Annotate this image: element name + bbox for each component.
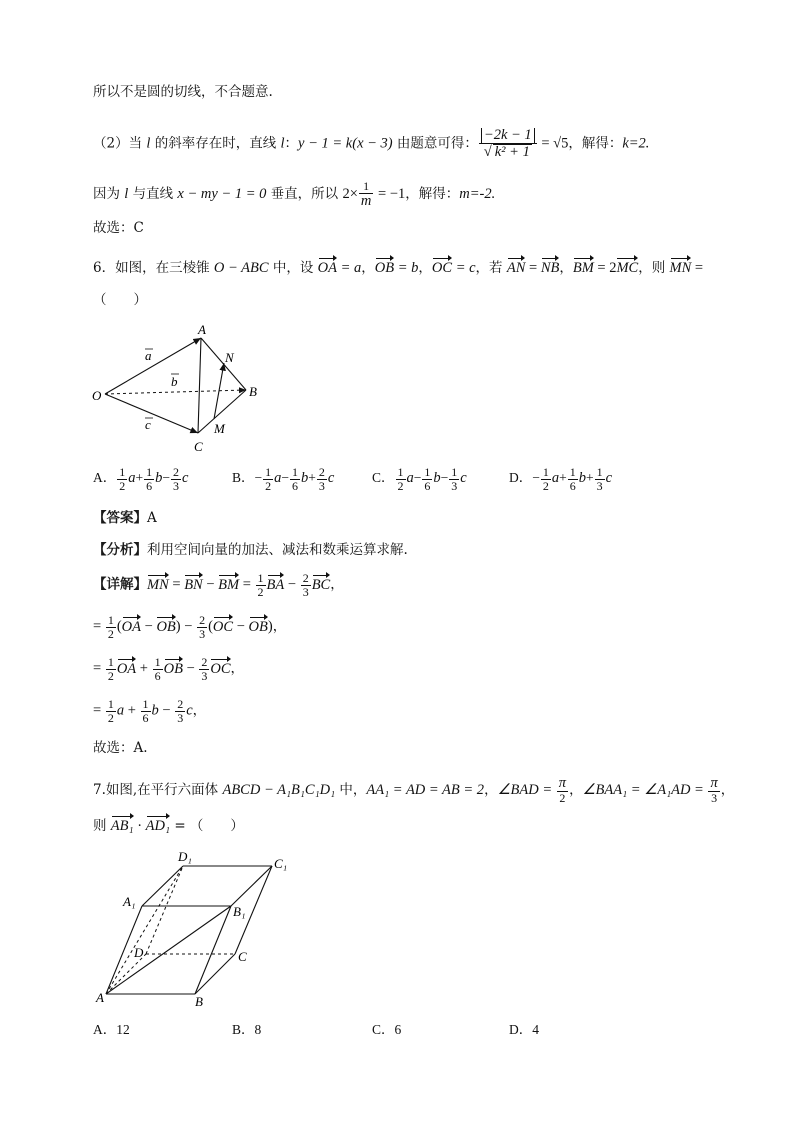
numerator: 1 [257, 571, 264, 585]
numerator: 2 [173, 465, 179, 479]
q7-option-d[interactable] [509, 1018, 539, 1038]
answer-value: A [147, 510, 157, 526]
equation: = 2 [593, 260, 617, 276]
option-label: C． [372, 470, 395, 486]
minus: − [182, 660, 199, 677]
numerator: 1 [107, 655, 114, 669]
vec-b: b [155, 470, 163, 487]
vector-ob: OB [374, 260, 395, 276]
option-label: D． [509, 470, 533, 486]
dot: · [133, 818, 146, 834]
var-l: l [146, 135, 151, 152]
q6-analysis [93, 540, 408, 560]
label-a: A [198, 322, 206, 337]
option-text: D．4 [509, 1022, 539, 1037]
denominator: 3 [451, 478, 458, 493]
vector-ob: OB [248, 618, 268, 635]
q6-paren [93, 290, 147, 310]
label-c: C [238, 949, 247, 964]
text: （2）当 [93, 135, 147, 152]
vec-b: b [578, 470, 586, 487]
q6-detail-line-2 [93, 614, 286, 640]
text-line-1 [93, 82, 273, 102]
denominator: 6 [292, 478, 299, 493]
equals: = [691, 260, 704, 276]
text: 与直线 [128, 185, 178, 202]
edge-dd1 [146, 866, 183, 954]
label-d: D [134, 945, 144, 960]
text: ，解得： [405, 185, 460, 202]
equation: AA₁ = AD = AB = 2 [366, 781, 485, 798]
edge-oc [105, 394, 198, 433]
denominator: 2 [397, 478, 404, 493]
diag-ad1 [106, 866, 183, 994]
vector-ba: BA [266, 576, 285, 593]
vector-oc: OC [210, 660, 231, 677]
minus: − [180, 618, 197, 635]
vector-ob: OB [163, 660, 183, 677]
q6-option-c[interactable] [372, 466, 467, 492]
var-l: l [124, 185, 129, 202]
sign: + [559, 470, 567, 486]
text-line-4 [93, 218, 144, 238]
vector-oa: OA [317, 260, 337, 276]
equation: = √5 [537, 135, 569, 152]
denominator: 3 [173, 478, 179, 493]
sign: − [532, 470, 540, 486]
label-b: B [195, 994, 203, 1009]
denominator: m [360, 192, 372, 209]
paren: ) [267, 618, 273, 635]
edge-ad [106, 954, 146, 994]
denominator: 2 [559, 791, 566, 806]
equation: y − 1 = k(x − 3) [298, 135, 393, 152]
vec-a: a [274, 470, 282, 487]
numerator: 1 [107, 697, 114, 711]
text: 所以不是圆的切线，不合题意. [93, 84, 273, 100]
punct: ， [272, 618, 287, 635]
angle-bad: ∠BAD = [497, 781, 556, 798]
sign: − [440, 470, 449, 486]
text-line-3 [93, 180, 495, 209]
denominator: 2 [265, 478, 272, 493]
numerator: 1 [596, 465, 603, 479]
punct: ， [569, 781, 583, 798]
q6-detail-line-4 [93, 698, 206, 724]
diag-ab1 [106, 906, 231, 994]
denominator: 6 [569, 478, 576, 493]
denominator: 6 [424, 478, 431, 493]
numerator: 1 [292, 465, 299, 479]
vector-bm: BM [572, 260, 594, 276]
option-text: C．6 [372, 1022, 402, 1037]
edge-oa [105, 338, 201, 394]
option-text: B．8 [232, 1022, 262, 1037]
number: 2× [342, 185, 358, 202]
denominator: 2 [107, 710, 114, 725]
text: 7.如图,在平行六面体 [93, 781, 223, 798]
label-a: A [96, 990, 104, 1005]
analysis-tag: 【分析】 [93, 542, 147, 558]
numerator: 2 [199, 613, 206, 627]
sign: + [586, 470, 594, 486]
numerator: 1 [154, 655, 161, 669]
denominator: 6 [146, 478, 153, 493]
label-d1: D₁ [178, 849, 192, 864]
vec-c: c [186, 702, 193, 719]
paren: ) [175, 618, 181, 635]
vector-mn: MN [147, 576, 169, 593]
vec-a: a [406, 470, 414, 487]
label-vec-b: b [171, 374, 178, 389]
punct: ， [330, 576, 344, 593]
option-label: A． [93, 470, 117, 486]
denominator: 3 [201, 668, 208, 683]
answer-blank: （ ） [93, 292, 147, 308]
numerator: 2 [201, 655, 208, 669]
minus: − [202, 576, 219, 593]
minus: − [233, 618, 249, 635]
text-line-2 [93, 128, 649, 160]
denominator: 2 [542, 478, 549, 493]
q6-detail-line-3 [93, 656, 244, 682]
vector-nb: NB [540, 260, 560, 276]
denominator: 3 [177, 710, 184, 725]
vector-oc: OC [431, 260, 453, 276]
minus: − [141, 618, 157, 635]
denominator: 3 [318, 478, 325, 493]
sign: − [281, 470, 290, 486]
solid-name: ABCD − A₁B₁C₁D₁ [222, 781, 336, 798]
option-label: B． [232, 470, 255, 486]
equals: = [239, 576, 255, 593]
sign: − [413, 470, 422, 486]
q7-option-c[interactable] [372, 1018, 401, 1038]
numerator: 1 [397, 465, 404, 479]
result: k=2. [622, 135, 650, 152]
label-vec-a: a [145, 348, 152, 363]
denominator: 2 [257, 584, 264, 599]
result: m=-2. [459, 185, 496, 202]
equation: x − my − 1 = 0 [177, 185, 267, 202]
vector-bc: BC [311, 576, 331, 593]
var-l: l [280, 135, 285, 152]
text: 6．如图，在三棱锥 [93, 260, 214, 276]
denominator: 3 [596, 478, 603, 493]
label-a1: A₁ [123, 894, 136, 909]
text: 的斜率存在时，直线 [150, 135, 281, 152]
denominator: 2 [107, 626, 114, 641]
denominator: 3 [199, 626, 206, 641]
punct: ， [230, 660, 245, 677]
vec-a: a [116, 702, 125, 719]
answer-blank: = （ ） [170, 818, 244, 834]
label-o: O [92, 388, 102, 403]
numerator: 1 [107, 613, 114, 627]
punct: ， [484, 781, 498, 798]
text: 则 [93, 818, 111, 834]
equation: = −1 [374, 185, 406, 202]
vec-a: a [128, 470, 136, 487]
numerator: 1 [142, 697, 149, 711]
label-vec-c: c [145, 417, 151, 432]
denominator: 3 [302, 584, 309, 599]
label-b: B [249, 384, 257, 399]
q7-ask [93, 816, 244, 836]
punct: ， [192, 702, 207, 719]
denominator: 2 [119, 478, 126, 493]
option-text: A．12 [93, 1022, 130, 1037]
vector-oa: OA [121, 618, 141, 635]
equals: = [168, 576, 185, 593]
denominator: 3 [711, 791, 718, 806]
denominator: 2 [107, 668, 114, 683]
numerator: 1 [451, 465, 458, 479]
text: 故选：A. [93, 740, 148, 756]
numerator: 1 [119, 465, 126, 479]
punct: ， [720, 781, 735, 798]
denominator: 6 [154, 668, 161, 683]
sign: − [254, 470, 263, 486]
q6-option-b[interactable] [232, 466, 334, 492]
edge-ac [198, 338, 201, 433]
sign: + [308, 470, 316, 486]
numerator: π [558, 775, 567, 791]
denominator: 6 [142, 710, 149, 725]
edge-bc [195, 954, 235, 994]
sign: + [135, 470, 144, 486]
equals: = [93, 618, 105, 635]
vec-b: b [151, 702, 159, 719]
equation: = b [394, 260, 419, 276]
numerator: 2 [318, 465, 325, 479]
vec-a: a [551, 470, 560, 487]
numerator: 1 [265, 465, 272, 479]
vec-c: c [182, 470, 189, 487]
vector-ad1: AD₁ [145, 818, 171, 834]
paren: ( [208, 618, 213, 635]
q6-choose [93, 738, 148, 758]
fraction: $\frac{-2k - 1}{\text{√ k² + 1}}$ [479, 128, 537, 160]
analysis-text: 利用空间向量的加法、减法和数乘运算求解. [147, 542, 408, 558]
text: ： [284, 135, 299, 152]
numerator: π [710, 775, 718, 791]
vector-ob: OB [156, 618, 176, 635]
q6-option-a[interactable] [93, 466, 188, 492]
vec-c: c [460, 470, 467, 487]
numerator: 1 [359, 180, 373, 194]
vector-bm: BM [218, 576, 240, 593]
numerator: 1 [146, 465, 153, 479]
q7-option-b[interactable] [232, 1018, 261, 1038]
detail-tag: 【详解】 [93, 576, 147, 593]
angle-baa1: ∠BAA₁ = ∠A₁AD = [582, 781, 708, 798]
minus: − [284, 576, 300, 593]
vector-oc: OC [212, 618, 234, 635]
paren: ( [116, 618, 122, 635]
numerator: 2 [302, 571, 309, 585]
fraction [359, 180, 373, 209]
text: 故选：C [93, 220, 144, 236]
text: 中， [335, 781, 367, 798]
q6-detail-line-1 [93, 572, 344, 598]
tetrahedron-figure [88, 318, 278, 458]
equation: = a [336, 260, 362, 276]
plus: + [124, 702, 140, 719]
vector-mn: MN [669, 260, 692, 276]
answer-tag: 【答案】 [93, 510, 147, 526]
equals: = [93, 702, 105, 719]
tetrahedron-name: O − ABC [213, 260, 269, 276]
label-c: C [194, 439, 203, 454]
plus: + [136, 660, 152, 677]
vector-oa: OA [116, 660, 137, 677]
text: 因为 [93, 185, 125, 202]
q6-stem: 6．如图，在三棱锥 O − ABC 中，设 OA = a，OB = b，OC = c，若 AN = NB，BM = 2MC，则 MN = [93, 260, 704, 276]
denominator: k² + 1 [494, 144, 530, 161]
numerator: 1 [542, 465, 549, 479]
text: 垂直，所以 [266, 185, 343, 202]
text: 中，设 [268, 260, 318, 276]
q6-answer [93, 508, 157, 528]
vec-c: c [605, 470, 613, 487]
text: 由题意可得： [392, 135, 478, 152]
equals: = [525, 260, 541, 276]
text: ，解得： [568, 135, 623, 152]
parallelepiped-figure [90, 846, 300, 1011]
label-n: N [225, 350, 234, 365]
vector-ab1: AB₁ [110, 818, 134, 834]
vec-b: b [301, 470, 309, 487]
equation: = c [452, 260, 476, 276]
text: ，若 [475, 260, 507, 276]
label-m: M [214, 421, 225, 436]
vec-c: c [327, 470, 335, 487]
edge-b1c1 [231, 866, 272, 906]
numerator: 2 [177, 697, 184, 711]
label-c1: C₁ [274, 856, 288, 871]
label-b1: B₁ [233, 904, 246, 919]
equals: = [93, 660, 105, 677]
minus: − [158, 702, 175, 719]
vector-mc: MC [616, 260, 639, 276]
vector-bn: BN [184, 576, 203, 593]
q7-option-a[interactable] [93, 1018, 130, 1038]
numerator: 1 [424, 465, 431, 479]
edge-ob [105, 390, 246, 394]
numerator: 1 [569, 465, 576, 479]
vec-b: b [433, 470, 441, 487]
text: ，则 [638, 260, 670, 276]
q7-stem [93, 776, 734, 805]
sign: − [162, 470, 170, 486]
vector-an: AN [506, 260, 526, 276]
numerator: −2k − 1 [481, 128, 535, 143]
q6-option-d[interactable] [509, 466, 612, 492]
